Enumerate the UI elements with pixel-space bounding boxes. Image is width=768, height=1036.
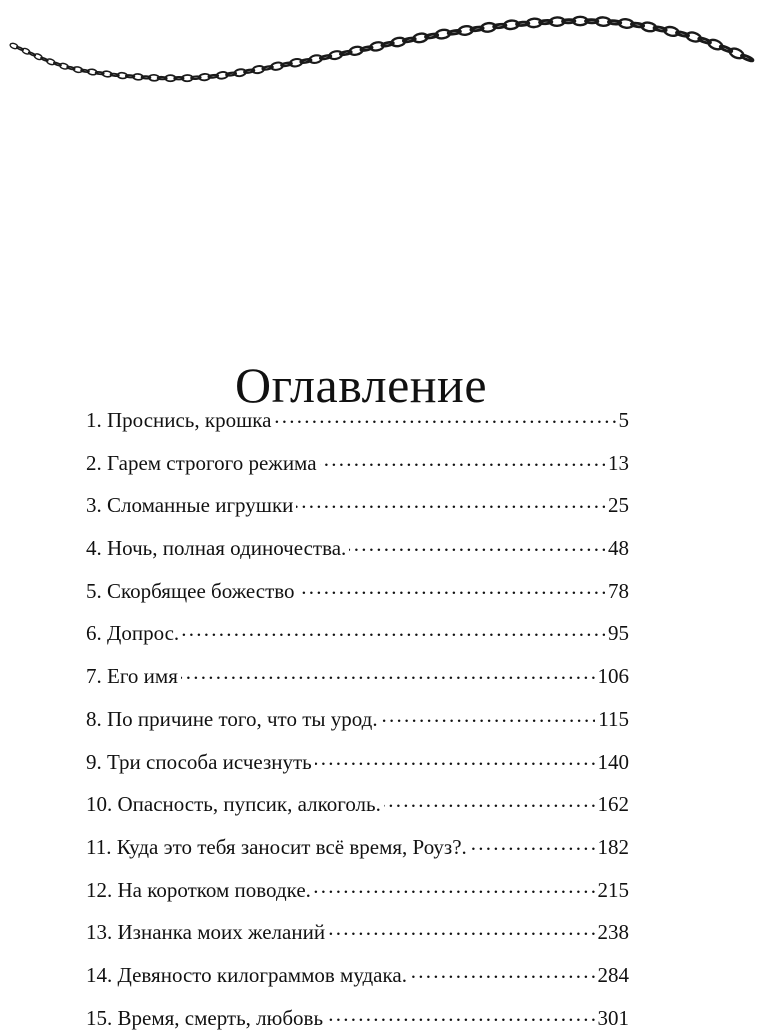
toc-leader-dots (298, 577, 605, 598)
toc-entry-label: 11. Куда это тебя заносит всё время, Роуз?. (86, 834, 467, 859)
toc-entry[interactable] (86, 481, 629, 524)
toc-leader-dots (349, 534, 605, 555)
toc-entry-page: 13 (608, 450, 629, 475)
toc-entry-label: 5. Скорбящее божество (86, 578, 295, 603)
toc-entry-page: 140 (597, 749, 629, 774)
toc-entry-page: 301 (597, 1005, 629, 1030)
toc-entry-page: 238 (597, 920, 629, 945)
toc-leader-dots (274, 406, 615, 427)
toc-leader-dots (326, 1004, 594, 1025)
toc-leader-dots (182, 619, 605, 640)
toc-entry-label: 6. Допрос. (86, 621, 180, 646)
toc-entry-label: 14. Девяносто килограммов мудака. (86, 962, 407, 987)
toc-entry-label: 13. Изнанка моих желаний (86, 920, 326, 945)
toc-leader-dots (181, 662, 595, 683)
toc-entry[interactable] (86, 396, 629, 439)
toc-entry-label: 4. Ночь, полная одиночества. (86, 536, 347, 561)
toc-entry-page: 115 (598, 706, 629, 731)
toc-entry[interactable] (86, 567, 629, 610)
toc-entry[interactable] (86, 823, 629, 866)
toc-entry-label: 7. Его имя (86, 664, 178, 689)
toc-leader-dots (384, 790, 595, 811)
toc-entry-page: 78 (608, 578, 629, 603)
toc-entry-label: 12. На коротком поводке. (86, 877, 311, 902)
toc-entry-page: 25 (608, 493, 629, 518)
toc-leader-dots (381, 705, 596, 726)
toc-entry[interactable] (86, 994, 629, 1036)
toc-entry[interactable] (86, 652, 629, 695)
toc-entry-page: 182 (597, 834, 629, 859)
toc-entry[interactable] (86, 609, 629, 652)
toc-entry[interactable] (86, 738, 629, 781)
toc-entry-label: 8. По причине того, что ты урод. (86, 706, 378, 731)
toc-leader-dots (320, 449, 605, 470)
toc-entry[interactable] (86, 908, 629, 951)
table-of-contents (86, 396, 629, 1036)
toc-entry-page: 95 (608, 621, 629, 646)
toc-entry-label: 9. Три способа исчезнуть (86, 749, 312, 774)
toc-entry-page: 48 (608, 536, 629, 561)
chain-icon (0, 0, 768, 110)
toc-entry-label: 1. Проснись, крошка (86, 408, 272, 432)
toc-entry-page: 162 (597, 792, 629, 817)
toc-entry-page: 106 (597, 664, 629, 689)
toc-entry-label: 2. Гарем строгого режима (86, 450, 317, 475)
toc-entry-label: 3. Сломанные игрушки (86, 493, 294, 518)
chain-link (741, 54, 754, 62)
toc-leader-dots (315, 748, 595, 769)
toc-leader-dots (470, 833, 595, 854)
toc-leader-dots (410, 961, 595, 982)
toc-leader-dots (296, 491, 605, 512)
toc-entry[interactable] (86, 866, 629, 909)
chain-ornament (0, 0, 768, 110)
toc-entry-page: 215 (597, 877, 629, 902)
toc-leader-dots (328, 918, 594, 939)
toc-entry-page: 284 (597, 962, 629, 987)
toc-leader-dots (314, 876, 595, 897)
toc-entry[interactable] (86, 524, 629, 567)
toc-entry[interactable] (86, 439, 629, 482)
toc-entry-label: 15. Время, смерть, любовь (86, 1005, 324, 1030)
page-title: Оглавление (234, 356, 488, 413)
toc-entry-label: 10. Опасность, пупсик, алкоголь. (86, 792, 381, 817)
toc-entry[interactable] (86, 780, 629, 823)
toc-entry[interactable] (86, 951, 629, 994)
toc-entry-page: 5 (618, 408, 629, 432)
toc-entry[interactable] (86, 695, 629, 738)
